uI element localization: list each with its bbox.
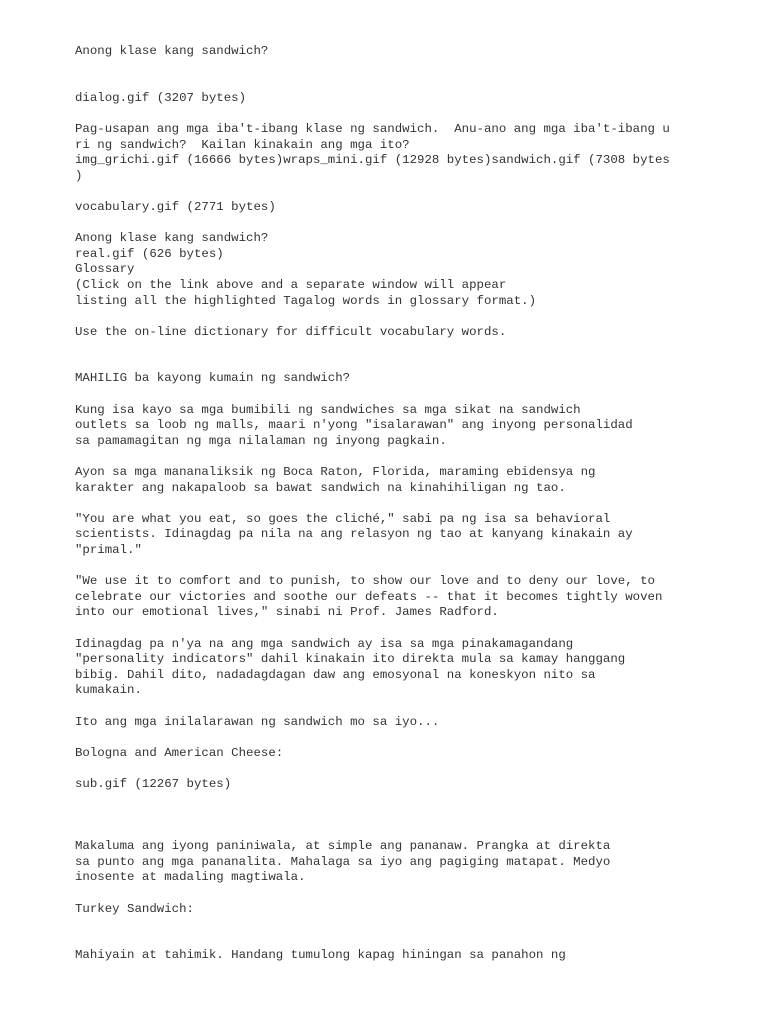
blank-line [75,761,695,777]
blank-line [75,917,695,933]
text-line: listing all the highlighted Tagalog words in glossary format.) [75,293,537,308]
text-line: sa punto ang mga pananalita. Mahalaga sa iyo ang pagiging matapat. Medyo [75,854,611,869]
blank-line [75,559,695,575]
text-line: Pag-usapan ang mga iba't-ibang klase ng sandwich. Anu-ano ang mga iba't-ibang u [75,121,670,136]
blank-line [75,75,695,91]
blank-line [75,933,695,949]
blank-line [75,387,695,403]
text-line: kumakain. [75,683,142,698]
blank-line [75,808,695,824]
text-line: Bologna and American Cheese: [75,745,284,760]
text-line: Ito ang mga inilalarawan ng sandwich mo sa iyo... [75,714,440,729]
text-line: (Click on the link above and a separate window will appear [75,277,507,292]
blank-line [75,496,695,512]
text-line: MAHILIG ba kayong kumain ng sandwich? [75,371,351,386]
text-line: Anong klase kang sandwich? [75,44,269,58]
text-line: sub.gif (12267 bytes) [75,776,232,791]
text-line: ri ng sandwich? Kailan kinakain ang mga ito? [75,137,410,152]
blank-line [75,699,695,715]
blank-line [75,106,695,122]
text-line: inosente at madaling magtiwala. [75,870,306,885]
text-line: karakter ang nakapaloob sa bawat sandwich na kinahihiligan ng tao. [75,480,566,495]
blank-line [75,309,695,325]
blank-line [75,356,695,372]
text-line: scientists. Idinagdag pa nila na ang relasyon ng tao at kanyang kinakain ay [75,527,633,542]
text-line: dialog.gif (3207 bytes) [75,90,247,105]
text-line: Use the on-line dictionary for difficult vocabulary words. [75,324,507,339]
blank-line [75,60,695,76]
text-line: real.gif (626 bytes) [75,246,224,261]
text-line: ) [75,168,83,183]
text-line: into our emotional lives," sinabi ni Prof. James Radford. [75,605,499,620]
text-line: sa pamamagitan ng mga nilalaman ng inyong pagkain. [75,433,447,448]
text-line: Ayon sa mga mananaliksik ng Boca Raton, Florida, maraming ebidensya ng [75,465,596,480]
text-line: Makaluma ang iyong paniniwala, at simple ang pananaw. Prangka at direkta [75,839,611,854]
text-line: Glossary [75,262,135,277]
text-line: Mahiyain at tahimik. Handang tumulong kapag hiningan sa panahon ng [75,948,566,963]
blank-line [75,824,695,840]
blank-line [75,730,695,746]
blank-line [75,340,695,356]
document-text [75,44,695,964]
text-line: "We use it to comfort and to punish, to show our love and to deny our love, to [75,574,655,589]
blank-line [75,449,695,465]
text-line: Idinagdag pa n'ya na ang mga sandwich ay isa sa mga pinakamagandang [75,636,574,651]
text-line: "primal." [75,543,142,557]
text-line: bibig. Dahil dito, nadadagdagan daw ang emosyonal na koneskyon nito sa [75,667,596,682]
text-line: Turkey Sandwich: [75,901,194,916]
blank-line [75,184,695,200]
text-line: img_grichi.gif (16666 bytes)wraps_mini.gif (12928 bytes)sandwich.gif (7308 bytes [75,153,670,168]
text-line: outlets sa loob ng malls, maari n'yong "isalarawan" ang inyong personalidad [75,418,633,433]
blank-line [75,621,695,637]
text-line: Anong klase kang sandwich? [75,231,269,246]
blank-line [75,886,695,902]
text-line: celebrate our victories and soothe our defeats -- that it becomes tightly woven [75,589,663,604]
blank-line [75,793,695,809]
text-line: vocabulary.gif (2771 bytes) [75,199,276,214]
text-line: "personality indicators" dahil kinakain ito direkta mula sa kamay hanggang [75,652,626,667]
text-line: Kung isa kayo sa mga bumibili ng sandwiches sa mga sikat na sandwich [75,402,581,417]
text-line: "You are what you eat, so goes the cliché," sabi pa ng isa sa behavioral [75,511,611,526]
blank-line [75,216,695,232]
